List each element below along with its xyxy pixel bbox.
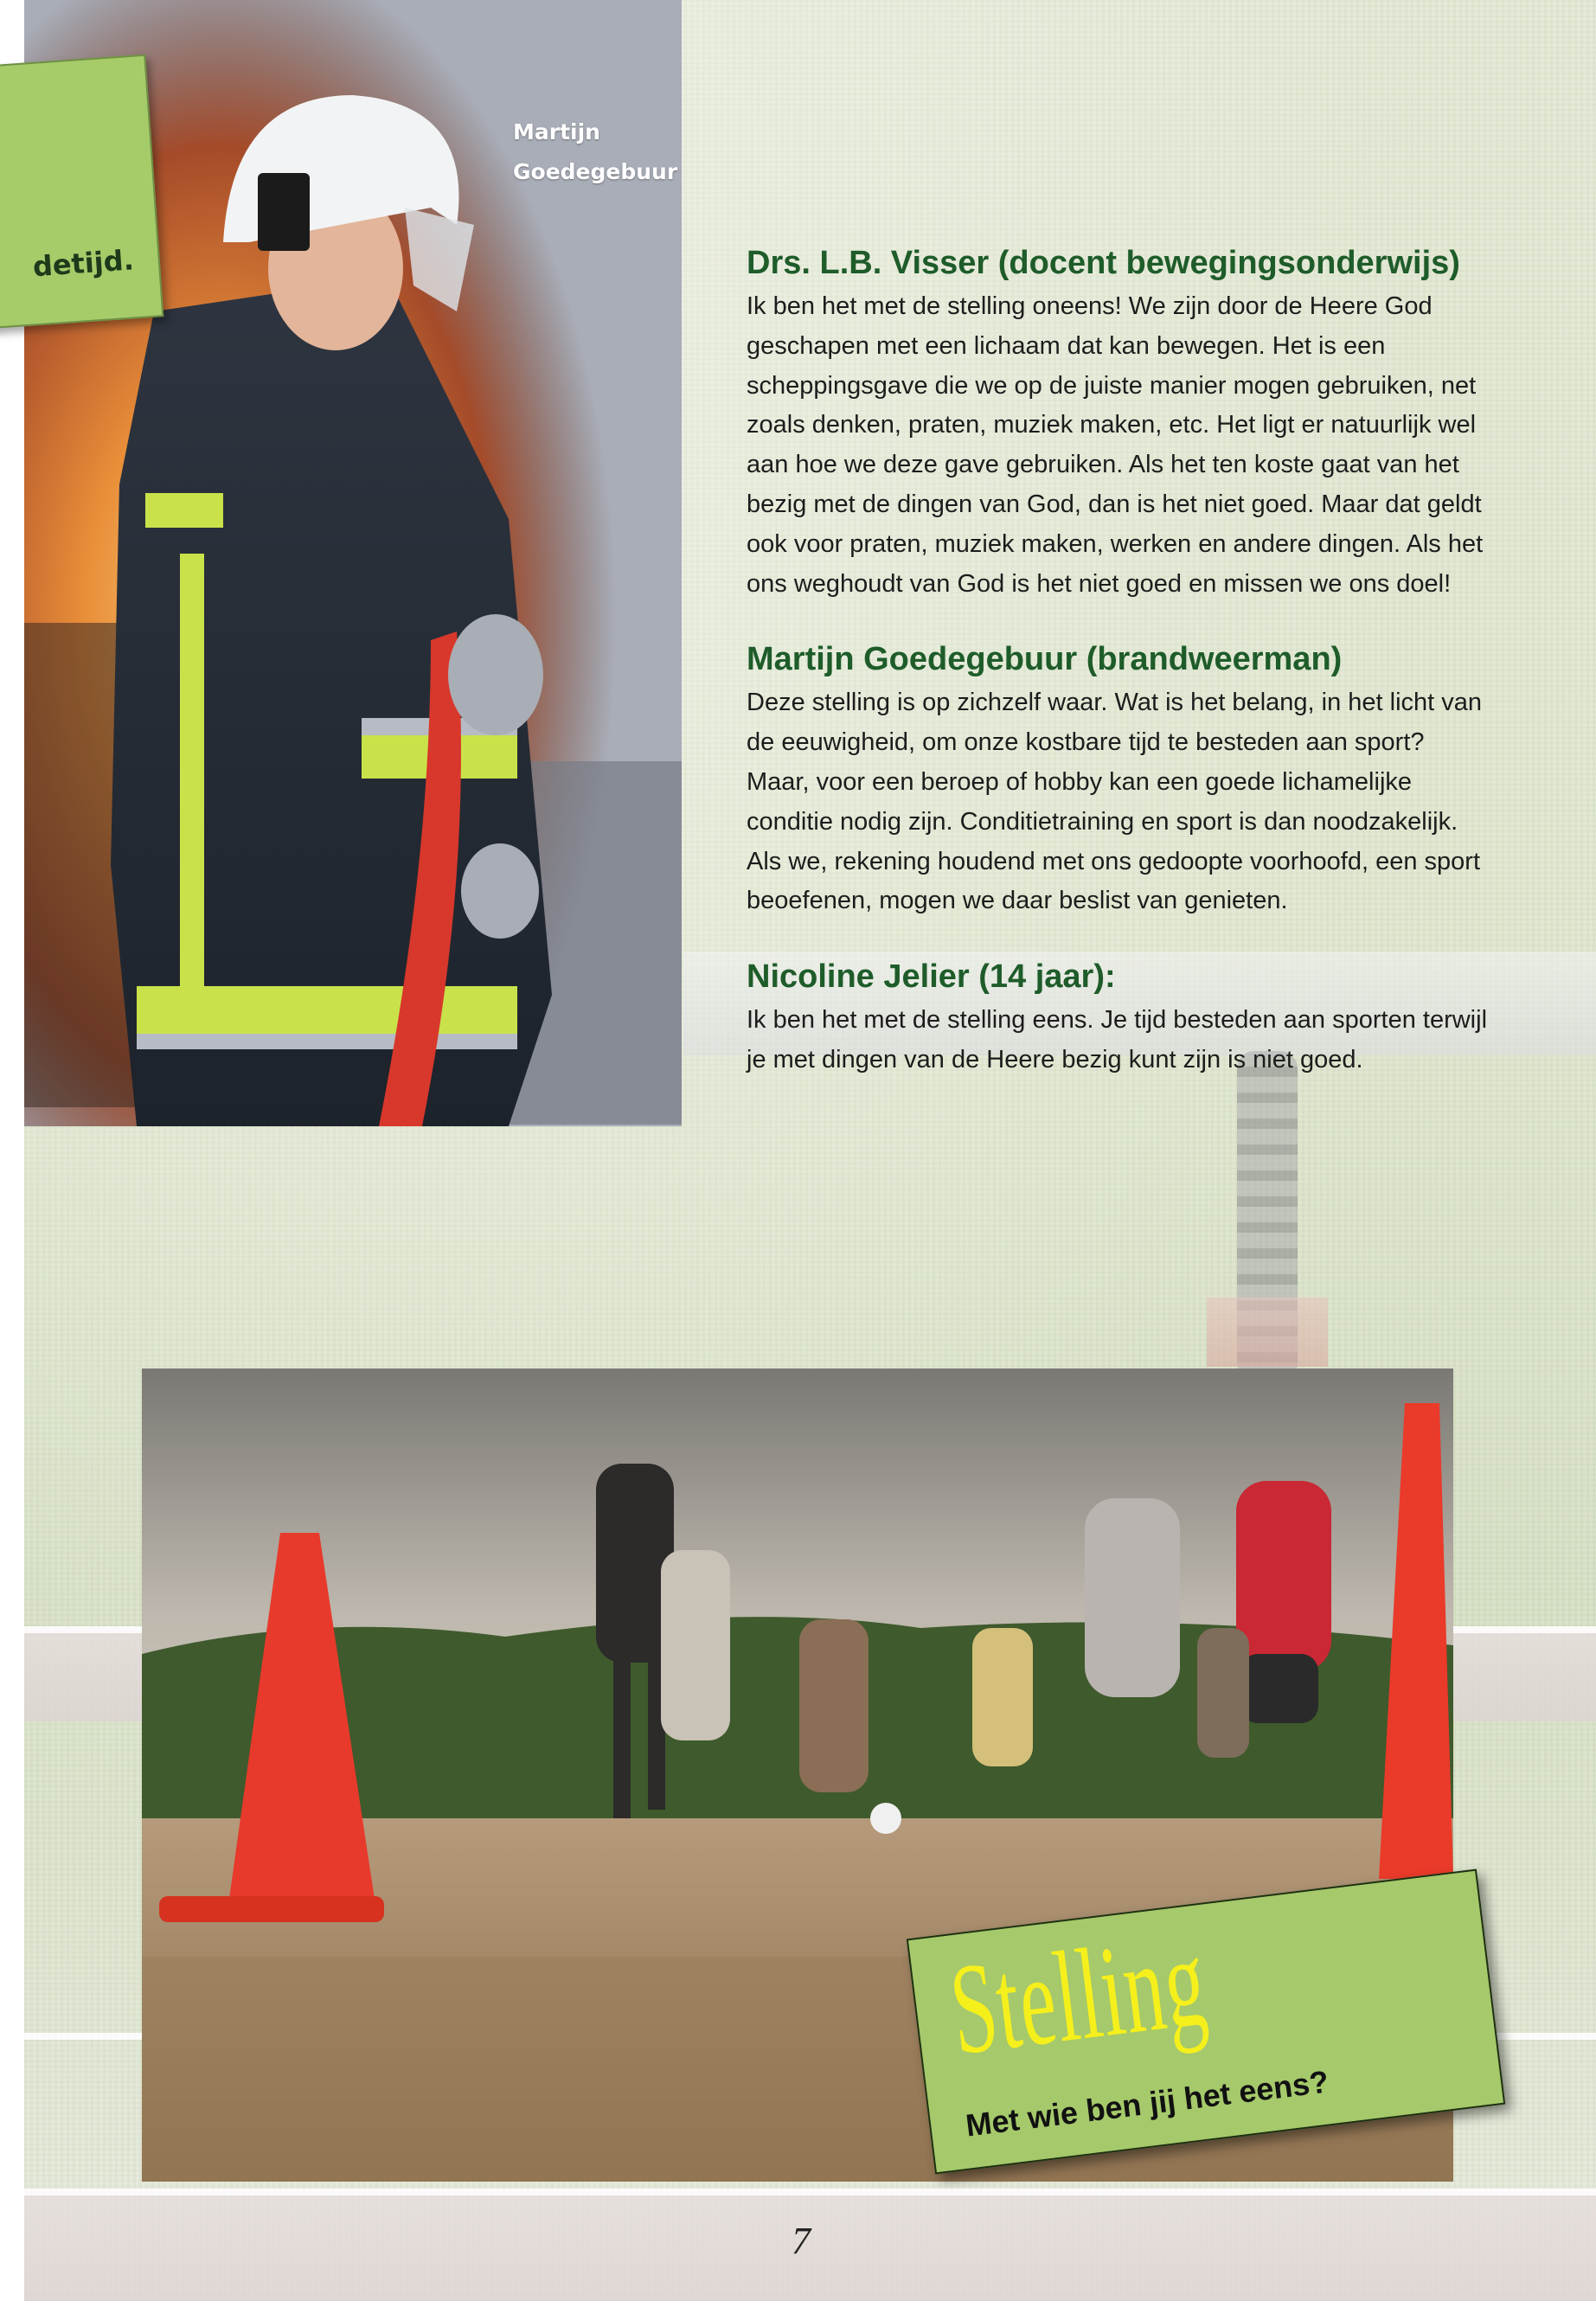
side-tab-text: detijd. — [31, 243, 135, 284]
opinion-text: Ik ben het met de stelling oneens! We zijn door de Heere God geschapen met een lichaam dat kan bewegen. Het is een scheppingsgave die we op de juiste manier mogen gebruiken, net zoals denken, praten, muziek maken, etc. Het ligt er natuurlijk wel aan hoe we deze gave gebruiken. Als het ten koste gaat van het bezig met de dingen van God, dan is het niet goed. Maar dat geldt ook voor praten, muziek maken, werken en andere dingen. Als het ons weghoudt van God is het niet goed en missen we ons doel! — [747, 292, 1484, 598]
background-hurdle-foot — [1207, 1298, 1328, 1367]
page-number: 7 — [792, 2220, 811, 2262]
stelling-subtitle: Met wie ben jij het eens? — [964, 2063, 1331, 2144]
stelling-title: Stelling — [943, 1908, 1214, 2083]
track-line — [24, 2189, 1596, 2195]
opinion-entry — [747, 638, 1490, 921]
side-tab-note — [0, 54, 163, 330]
opinion-author: Martijn Goedegebuur (brandweerman) — [747, 641, 1343, 678]
opinion-author: Drs. L.B. Visser (docent bewegingsonderwijs) — [747, 245, 1460, 281]
opinion-author: Nicoline Jelier (14 jaar): — [747, 958, 1116, 996]
opinion-entry — [747, 956, 1490, 1080]
opinion-entry — [747, 242, 1490, 604]
opinion-text: Ik ben het met de stelling eens. Je tijd besteden aan sporten terwijl je met dingen van de Heere bezig kunt zijn is niet goed. — [747, 1006, 1488, 1074]
page-edge — [0, 0, 24, 2301]
opinions-column — [747, 242, 1490, 1115]
photo-caption: Martijn Goedegebuur — [513, 119, 678, 184]
opinion-text: Deze stelling is op zichzelf waar. Wat is het belang, in het licht van de eeuwigheid, om onze kostbare tijd te besteden aan sport? Maar, voor een beroep of hobby kan een goede lichamelijke conditie nodig zijn. Conditietraining en sport is dan noodzakelijk. Als we, rekening houdend met ons gedoopte voorhoofd, een sport beoefenen, mogen we daar beslist van genieten. — [747, 689, 1483, 915]
